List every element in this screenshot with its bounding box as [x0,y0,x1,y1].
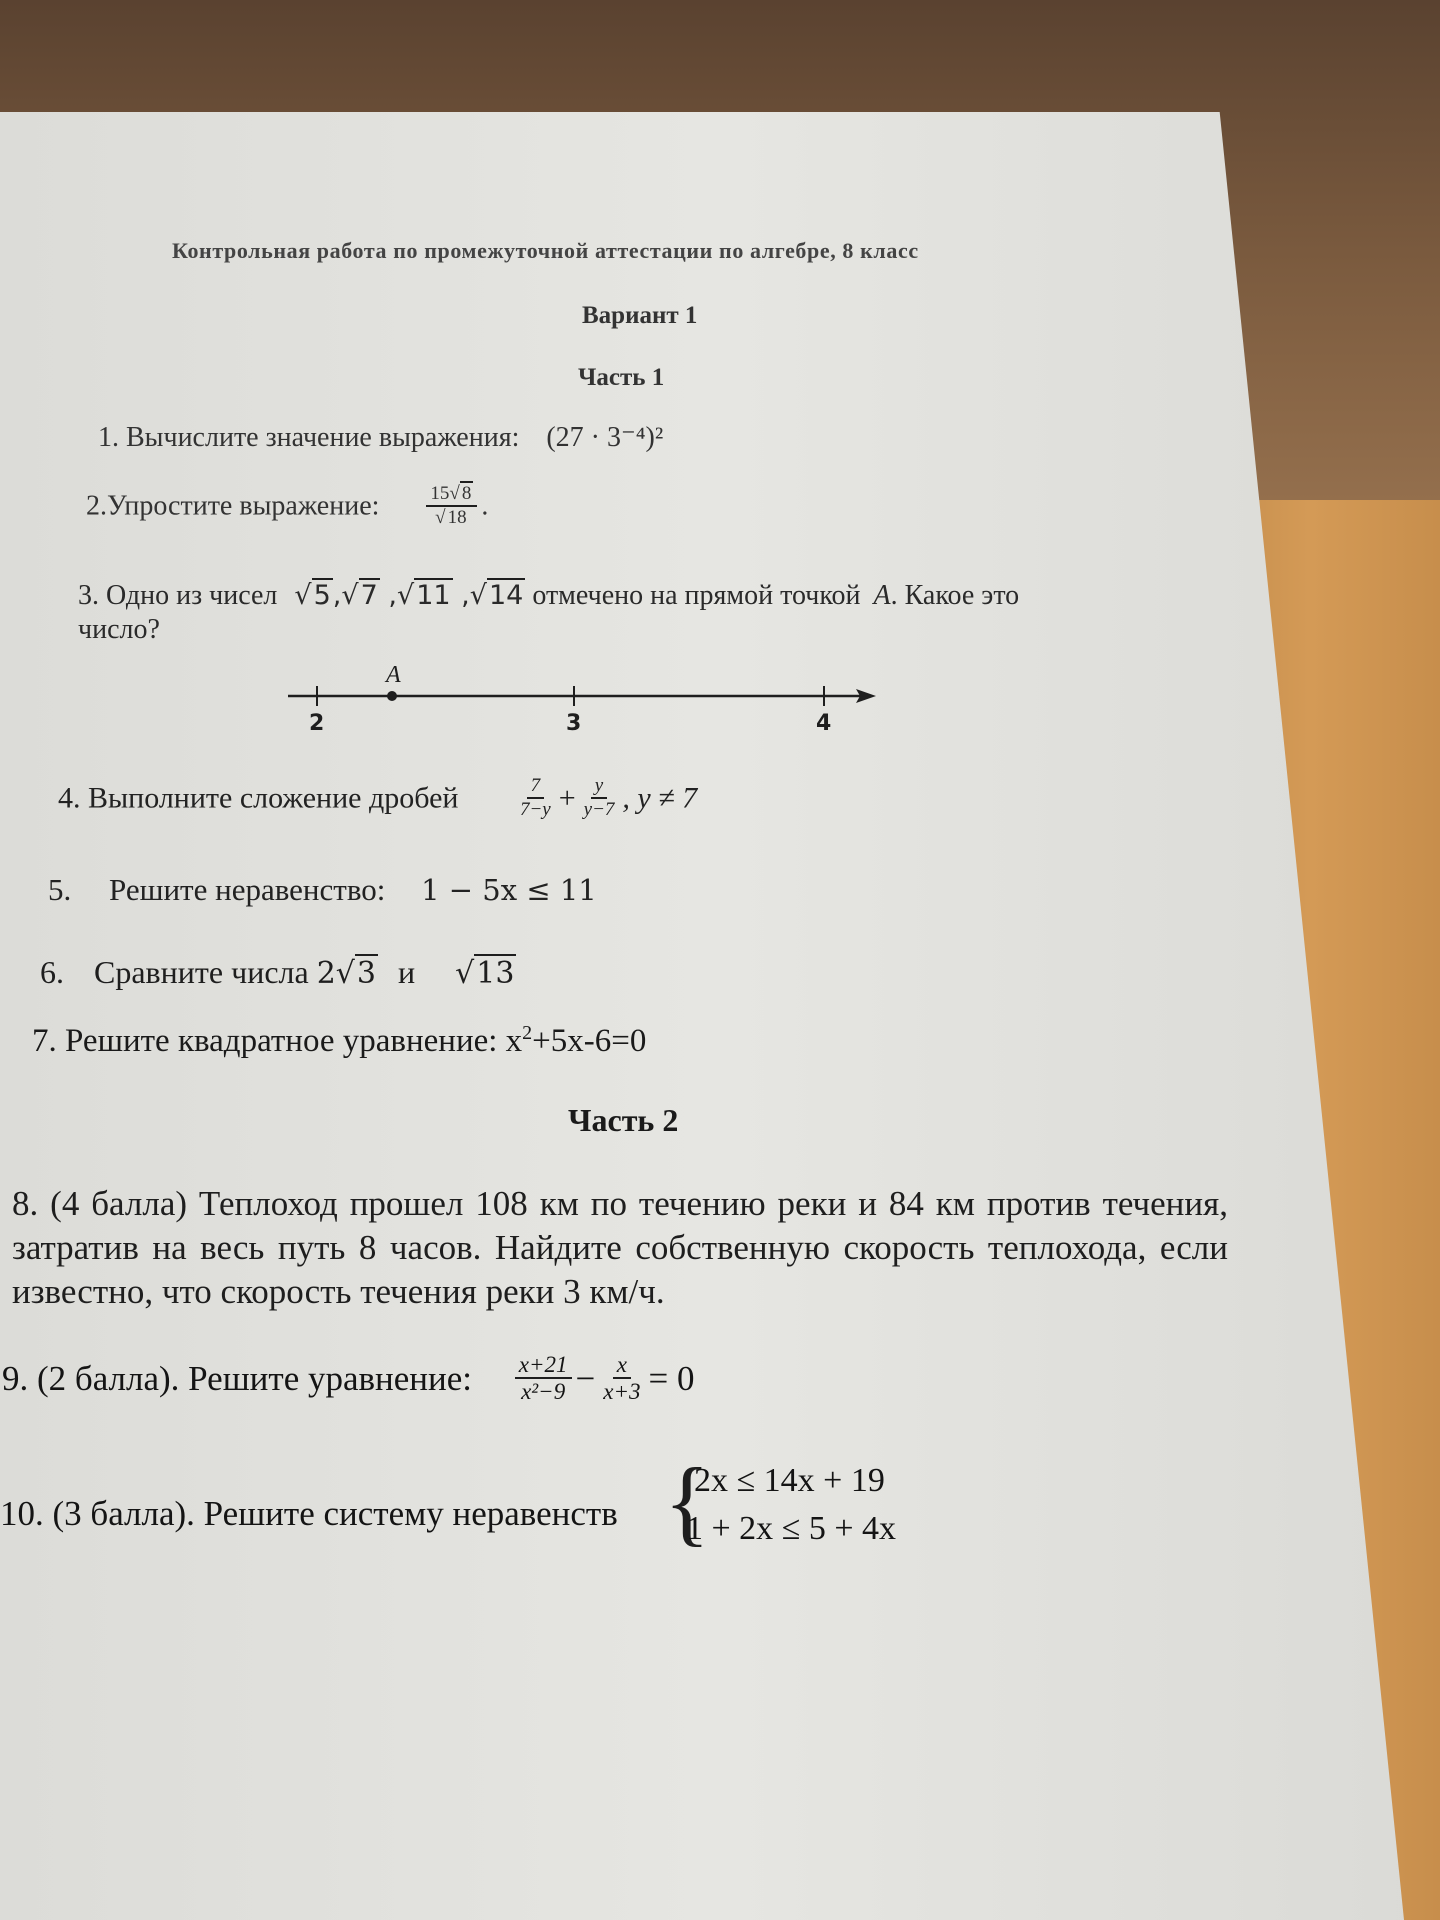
worksheet-paper [0,112,1440,1920]
task10-brace: { [664,1448,711,1555]
task2: 2.Упростите выражение: $\frac{15√ 8}{√ 18}$ . [86,483,489,528]
variant-heading: Вариант 1 [582,302,698,329]
task4-fraction-2: $\frac{y}{y-7}$ [583,775,615,820]
point-a [387,691,397,701]
tick-label-3: 3 [566,711,582,736]
task3-text: отмечено на прямой точкой [532,580,861,611]
task9-fraction-1: $\frac{x+21}{\text{x²−9}}$ [515,1352,572,1406]
task6-and: и [398,954,416,990]
task3-question: . Какое это [890,580,1020,611]
number-line [280,656,880,736]
task6-number: 6. [40,954,64,990]
task9-label: 9. (2 балла). Решите уравнение: [2,1358,473,1398]
task4-label: 4. Выполните сложение дробей [58,781,459,815]
task10-row1: 2x ≤ 14x + 19 [694,1462,885,1499]
part1-heading: Часть 1 [578,364,665,391]
task7: 7. Решите квадратное уравнение: $x^2+5x-6=0$ [32,1022,647,1059]
task5 [48,872,597,908]
worksheet-title: Контрольная работа по промежуточной аттестации по алгебре, 8 класс [172,238,919,263]
task6-label: Сравните числа [94,954,309,990]
task5-label: Решите неравенство: [109,872,386,907]
task3-point: А [873,580,891,611]
task3 [78,580,1019,612]
task1 [98,420,663,454]
task10-row2: 1 + 2x ≤ 5 + 4x [686,1510,897,1547]
task3-line2: число? [78,614,160,645]
task2-label: 2.Упростите выражение: [86,490,380,522]
task3-roots: √5,√7 ,√11 ,√14 [294,580,524,611]
task9-fraction-2: $\frac{x}{x+3}$ [603,1352,641,1405]
task4-fraction-1: $\frac{7}{7-y}$ [519,775,551,820]
point-a-label: A [386,662,401,688]
task6 [40,954,516,991]
task7-label: 7. Решите квадратное уравнение: x [32,1023,523,1059]
task3-label: 3. Одно из чисел [78,580,278,611]
tick-label-4: 4 [816,711,832,736]
task6-a: 2√3 [316,956,376,991]
task1-label: 1. Вычислите значение выражения: [98,422,520,453]
task8-text: 8. (4 балла) Теплоход прошел 108 км по течению реки и 84 км против течения, затратив на весь путь 8 часов. Найдите собственную скорость теплохода, если известно, что скорость течения реки 3 км/ч. [12,1184,1228,1311]
task1-expression: (27 · 3⁻⁴)² [546,422,664,453]
task9: 9. (2 балла). Решите уравнение: $\frac{x+21}{\text{x²−9}}$ − $\frac{x}{x+3}$ = 0 [2,1352,695,1405]
task6-b: √13 [455,956,515,991]
tick-label-2: 2 [309,711,325,736]
task2-fraction: $\frac{15√ 8}{√ 18}$ [426,484,477,529]
task4-condition: , y ≠ 7 [622,781,698,815]
task5-expression: 1 − 5x ≤ 11 [421,873,597,907]
part2-heading: Часть 2 [568,1102,679,1138]
task5-number: 5. [48,872,72,907]
task10-label: 10. (3 балла). Решите систему неравенств [0,1494,618,1533]
task4: 4. Выполните сложение дробей $\frac{7}{7-y}$ + $\frac{y}{y-7}$ , y ≠ 7 [58,775,698,820]
